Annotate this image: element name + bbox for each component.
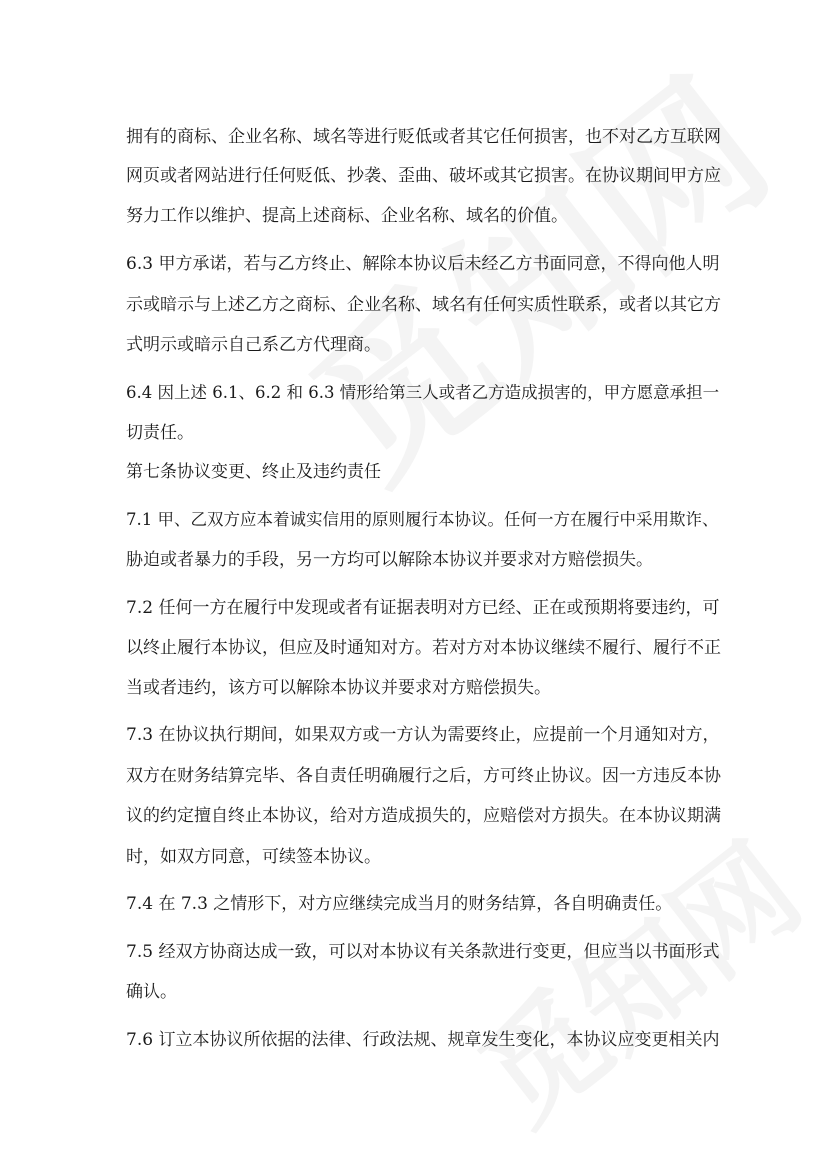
text-line: 胁迫或者暴力的手段，另一方均可以解除本协议并要求对方赔偿损失。	[126, 550, 653, 570]
clause-6-4: 6.4 因上述 6.1、6.2 和 6.3 情形给第三人或者乙方造成损害的，甲方愿意承担一	[126, 383, 720, 402]
clause-7-3: 7.3 在协议执行期间，如果双方或一方认为需要终止，应提前一个月通知对方，	[126, 725, 720, 745]
text-line: 时，如双方同意，可续签本协议。	[126, 847, 381, 867]
section-heading: 第七条协议变更、终止及违约责任	[126, 462, 381, 482]
text-line: 当或者违约，该方可以解除本协议并要求对方赔偿损失。	[126, 678, 551, 698]
text-line: 以终止履行本协议，但应及时通知对方。若对方对本协议继续不履行、履行不正	[126, 638, 721, 658]
text-line: 式明示或暗示自己系乙方代理商。	[126, 335, 381, 355]
clause-7-4: 7.4 在 7.3 之情形下，对方应继续完成当月的财务结算，各自明确责任。	[126, 894, 673, 914]
text-line: 双方在财务结算完毕、各自责任明确履行之后，方可终止协议。因一方违反本协	[126, 766, 721, 786]
text-line: 确认。	[126, 982, 177, 1002]
text-line: 拥有的商标、企业名称、域名等进行贬低或者其它任何损害，也不对乙方互联网	[126, 127, 721, 147]
text-line: 示或暗示与上述乙方之商标、企业名称、域名有任何实质性联系，或者以其它方	[126, 295, 721, 315]
clause-7-6: 7.6 订立本协议所依据的法律、行政法规、规章发生变化，本协议应变更相关内	[126, 1030, 720, 1050]
text-line: 切责任。	[126, 423, 194, 443]
clause-6-3: 6.3 甲方承诺，若与乙方终止、解除本协议后未经乙方书面同意，不得向他人明	[126, 254, 720, 274]
clause-7-5: 7.5 经双方协商达成一致，可以对本协议有关条款进行变更，但应当以书面形式	[126, 942, 720, 962]
clause-7-2: 7.2 任何一方在履行中发现或者有证据表明对方已经、正在或预期将要违约，可	[126, 598, 720, 618]
text-line: 议的约定擅自终止本协议，给对方造成损失的，应赔偿对方损失。在本协议期满	[126, 806, 721, 826]
text-line: 网页或者网站进行任何贬低、抄袭、歪曲、破坏或其它损害。在协议期间甲方应	[126, 166, 721, 186]
text-line: 努力工作以维护、提高上述商标、企业名称、域名的价值。	[126, 206, 568, 226]
clause-7-1: 7.1 甲、乙双方应本着诚实信用的原则履行本协议。任何一方在履行中采用欺诈、	[126, 510, 719, 529]
